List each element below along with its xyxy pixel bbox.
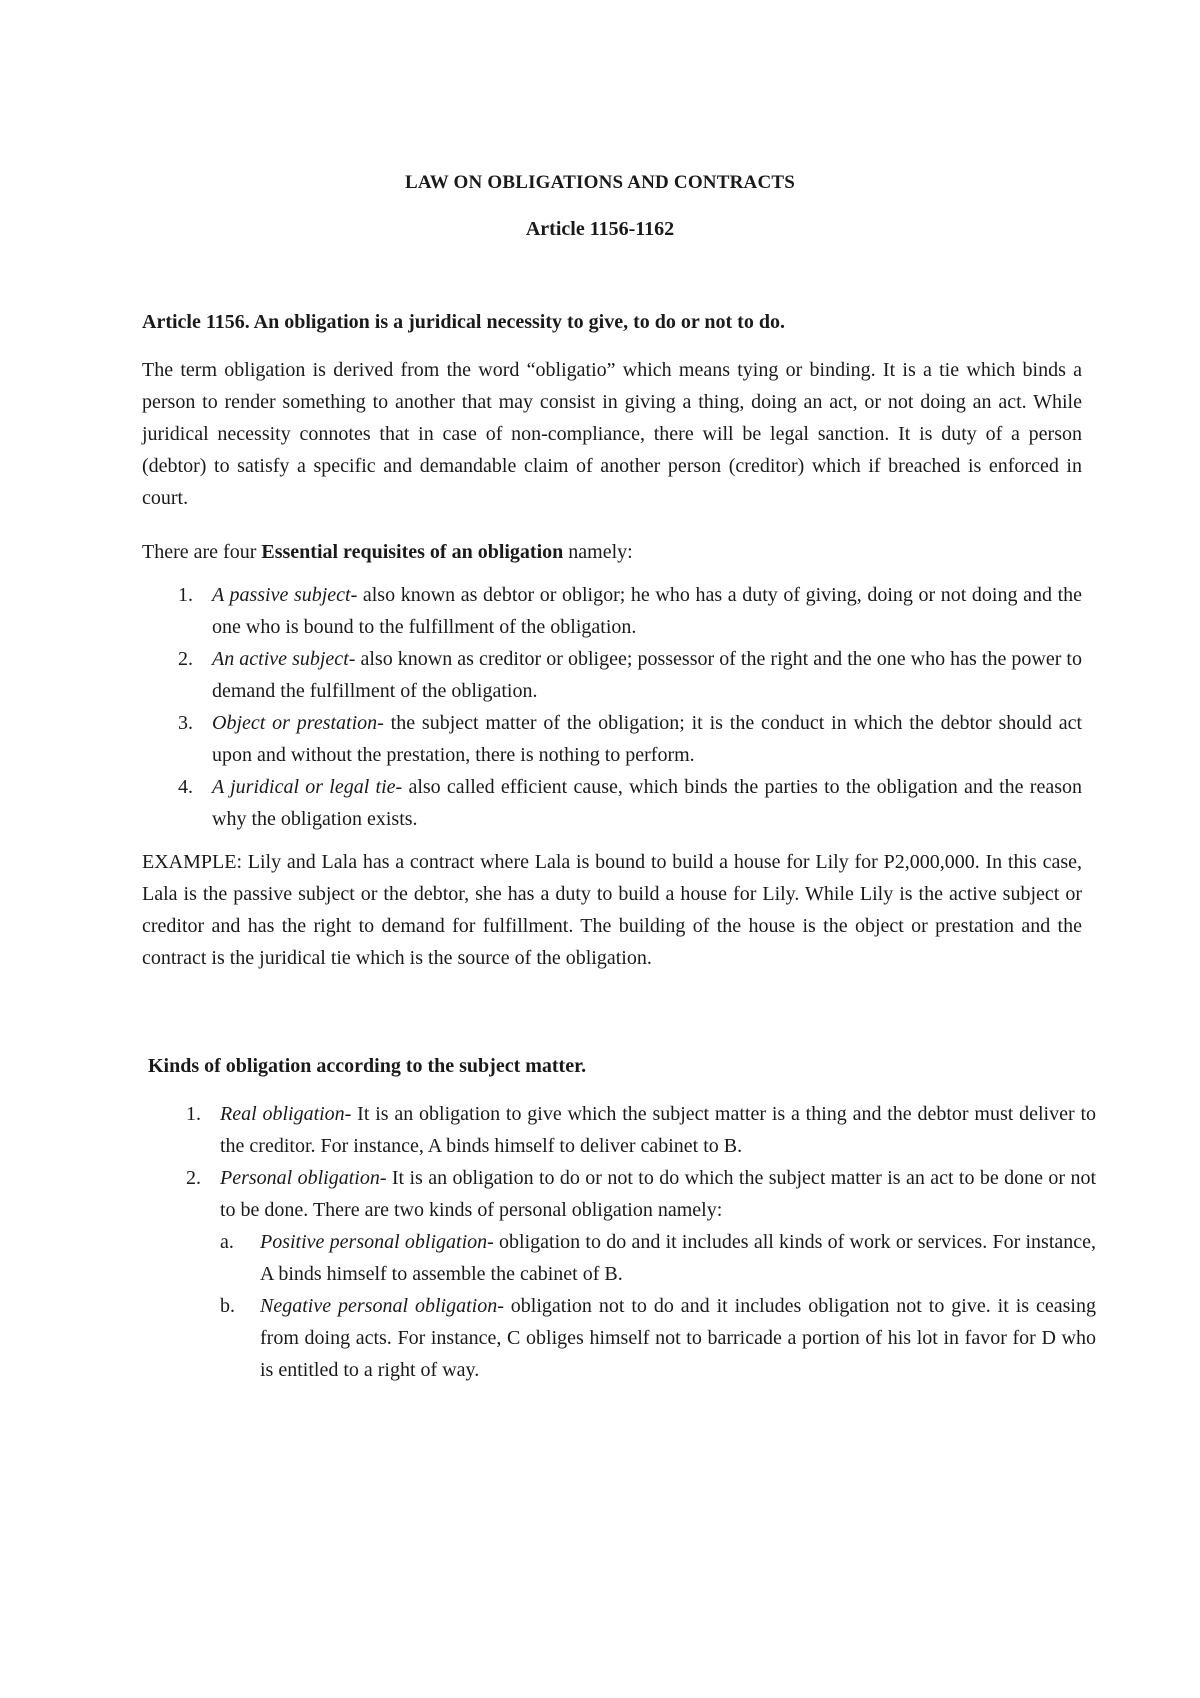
sub-list-item [220,1290,1096,1386]
kinds-list [150,1098,1096,1386]
list-text: also known as debtor or obligor; he who has a duty of giving, doing or not doing and the one who is bound to the fulfillment of the obligation. [212,584,1083,638]
article-1156-section [142,311,1082,334]
list-item [142,771,1082,835]
requisites-intro-bold: Essential requisites of an obligation [261,541,564,563]
sub-list-item [220,1226,1096,1290]
list-text: also known as creditor or obligee; possessor of the right and the one who has the power to demand the fulfillment of the obligation. [212,648,1082,702]
list-text: It is an obligation to give which the subject matter is a thing and the debtor must deliver to the creditor. For instance, A binds himself to deliver cabinet to B. [220,1103,1096,1157]
list-term: Object or prestation- [212,712,384,734]
list-number: 3. [178,712,193,734]
kinds-list-block [150,1098,1096,1386]
list-text: also called efficient cause, which binds the parties to the obligation and the reason why the obligation exists. [212,776,1082,830]
list-term: Personal obligation- [220,1167,387,1189]
sub-list-letter: b. [220,1295,235,1317]
list-number: 2. [178,648,193,670]
list-number: 2. [186,1167,201,1189]
list-text: the subject matter of the obligation; it is the conduct in which the debtor should act upon and without the prestation, there is nothing to perform. [212,712,1083,766]
list-item [150,1098,1096,1162]
list-term: A passive subject- [212,584,358,606]
requisites-list [142,579,1082,835]
example-block [142,846,1082,974]
list-item [142,579,1082,643]
list-number: 4. [178,776,193,798]
requisites-intro [142,536,1082,568]
sub-list-letter: a. [220,1231,234,1253]
requisites-intro-block [142,536,1082,568]
list-term: An active subject- [212,648,356,670]
sub-list-text: obligation to do and it includes all kinds of work or services. For instance, A binds himself to assemble the cabinet of B. [260,1231,1097,1285]
requisites-list-block [142,579,1082,835]
example-paragraph: EXAMPLE: Lily and Lala has a contract where Lala is bound to build a house for Lily for P2,000,000. In this case, Lala is the passive subject or the debtor, she has a duty to build a house for Lily. While Lily is the active subject or creditor and has the right to demand for fulfillment. The building of the house is the object or prestation and the contract is the juridical tie which is the source of the obligation. [142,851,1082,969]
document-title: LAW ON OBLIGATIONS AND CONTRACTS [405,172,795,193]
definition-block [142,354,1082,514]
requisites-intro-post: namely: [563,541,633,563]
requisites-intro-pre: There are four [142,541,262,563]
sub-list [220,1226,1096,1386]
kinds-section [148,1055,1088,1078]
list-term: Real obligation- [220,1103,352,1125]
list-item [142,643,1082,707]
sub-list-term: Negative personal obligation- [260,1295,504,1317]
list-number: 1. [186,1103,201,1125]
list-text: It is an obligation to do or not to do which the subject matter is an act to be done or not to be done. There are two kinds of personal obligation namely: [220,1167,1097,1221]
article-1156-heading: Article 1156. An obligation is a juridical necessity to give, to do or not to do. [142,311,785,333]
kinds-heading: Kinds of obligation according to the subject matter. [148,1055,587,1077]
sub-list-term: Positive personal obligation- [260,1231,494,1253]
list-term: A juridical or legal tie- [212,776,403,798]
sub-list-text: obligation not to do and it includes obligation not to give. it is ceasing from doing acts. For instance, C obliges himself not to barricade a portion of his lot in favor for D who is entitled to a right of way. [260,1295,1096,1381]
list-item [150,1162,1096,1386]
list-number: 1. [178,584,193,606]
list-item [142,707,1082,771]
document-subtitle: Article 1156-1162 [525,218,675,240]
definition-paragraph: The term obligation is derived from the word “obligatio” which means tying or binding. It is a tie which binds a person to render something to another that may consist in giving a thing, doing an act, or not doing an act. While juridical necessity connotes that in case of non-compliance, there will be legal sanction. It is duty of a person (debtor) to satisfy a specific and demandable claim of another person (creditor) which if breached is enforced in court. [142,359,1082,509]
